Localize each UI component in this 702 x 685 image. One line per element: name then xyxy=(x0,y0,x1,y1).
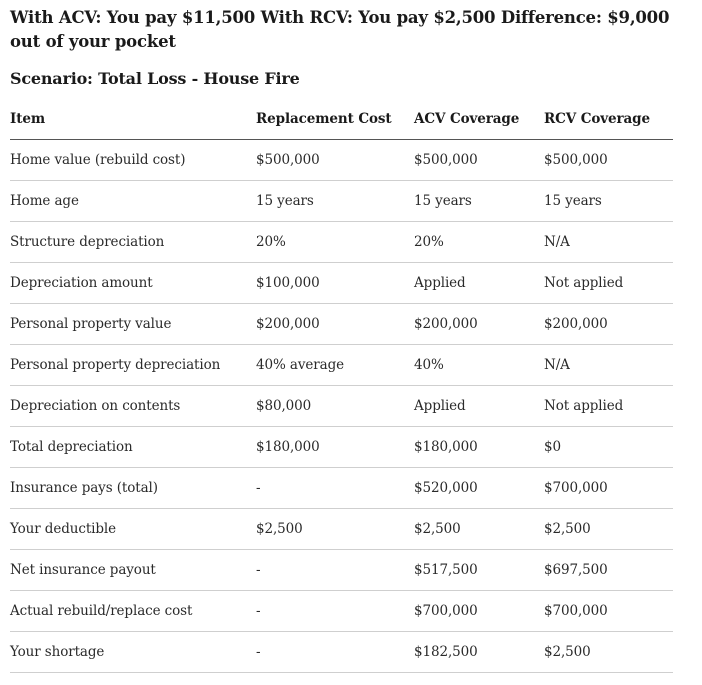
row-replacement-cost: - xyxy=(256,632,414,673)
row-acv: $500,000 xyxy=(414,140,544,181)
row-item: Your shortage xyxy=(10,632,256,673)
header-item: Item xyxy=(10,99,256,140)
row-rcv: $2,500 xyxy=(544,632,673,673)
row-acv: 15 years xyxy=(414,181,544,222)
row-rcv: N/A xyxy=(544,345,673,386)
row-replacement-cost: 40% average xyxy=(256,345,414,386)
scenario-heading: Scenario: Total Loss - House Fire xyxy=(10,69,300,88)
header-replacement-cost: Replacement Cost xyxy=(256,99,414,140)
row-rcv: $2,500 xyxy=(544,509,673,550)
row-replacement-cost: $2,500 xyxy=(256,509,414,550)
row-replacement-cost: - xyxy=(256,550,414,591)
document-page xyxy=(10,0,674,660)
row-rcv: 15 years xyxy=(544,181,673,222)
row-item: Your deductible xyxy=(10,509,256,550)
row-replacement-cost: $180,000 xyxy=(256,427,414,468)
row-rcv: $500,000 xyxy=(544,140,673,181)
row-item: Insurance pays (total) xyxy=(10,468,256,509)
table-header-row xyxy=(10,99,673,140)
row-item: Depreciation on contents xyxy=(10,386,256,427)
table-row xyxy=(10,263,673,304)
row-replacement-cost: $200,000 xyxy=(256,304,414,345)
row-rcv: $200,000 xyxy=(544,304,673,345)
row-replacement-cost: $80,000 xyxy=(256,386,414,427)
summary-paragraph: With ACV: You pay $11,500 With RCV: You pay $2,500 Difference: $9,000 out of your pocket xyxy=(10,8,670,51)
row-acv: $520,000 xyxy=(414,468,544,509)
row-item: Net insurance payout xyxy=(10,550,256,591)
table-row xyxy=(10,181,673,222)
row-replacement-cost: $100,000 xyxy=(256,263,414,304)
row-acv: $200,000 xyxy=(414,304,544,345)
row-acv: $2,500 xyxy=(414,509,544,550)
row-item: Home age xyxy=(10,181,256,222)
table-row xyxy=(10,550,673,591)
row-item: Total depreciation xyxy=(10,427,256,468)
row-acv: Applied xyxy=(414,263,544,304)
row-acv: $700,000 xyxy=(414,591,544,632)
table-row xyxy=(10,427,673,468)
row-rcv: $0 xyxy=(544,427,673,468)
row-acv: $180,000 xyxy=(414,427,544,468)
row-replacement-cost: 15 years xyxy=(256,181,414,222)
row-acv: Applied xyxy=(414,386,544,427)
table-row xyxy=(10,140,673,181)
header-rcv-coverage: RCV Coverage xyxy=(544,99,673,140)
header-acv-coverage: ACV Coverage xyxy=(414,99,544,140)
row-acv: 20% xyxy=(414,222,544,263)
row-rcv: $697,500 xyxy=(544,550,673,591)
table-row xyxy=(10,304,673,345)
row-rcv: $700,000 xyxy=(544,468,673,509)
row-item: Structure depreciation xyxy=(10,222,256,263)
table-row xyxy=(10,632,673,673)
row-item: Depreciation amount xyxy=(10,263,256,304)
table-row xyxy=(10,386,673,427)
row-acv: $182,500 xyxy=(414,632,544,673)
row-replacement-cost: - xyxy=(256,468,414,509)
coverage-comparison-table xyxy=(10,99,673,673)
row-item: Home value (rebuild cost) xyxy=(10,140,256,181)
table-row xyxy=(10,591,673,632)
row-rcv: Not applied xyxy=(544,386,673,427)
table-row xyxy=(10,468,673,509)
table-row xyxy=(10,222,673,263)
row-replacement-cost: - xyxy=(256,591,414,632)
row-item: Personal property depreciation xyxy=(10,345,256,386)
row-rcv: N/A xyxy=(544,222,673,263)
row-replacement-cost: 20% xyxy=(256,222,414,263)
table-row xyxy=(10,345,673,386)
table-row xyxy=(10,509,673,550)
row-rcv: $700,000 xyxy=(544,591,673,632)
row-rcv: Not applied xyxy=(544,263,673,304)
row-acv: $517,500 xyxy=(414,550,544,591)
row-replacement-cost: $500,000 xyxy=(256,140,414,181)
row-item: Personal property value xyxy=(10,304,256,345)
row-item: Actual rebuild/replace cost xyxy=(10,591,256,632)
row-acv: 40% xyxy=(414,345,544,386)
